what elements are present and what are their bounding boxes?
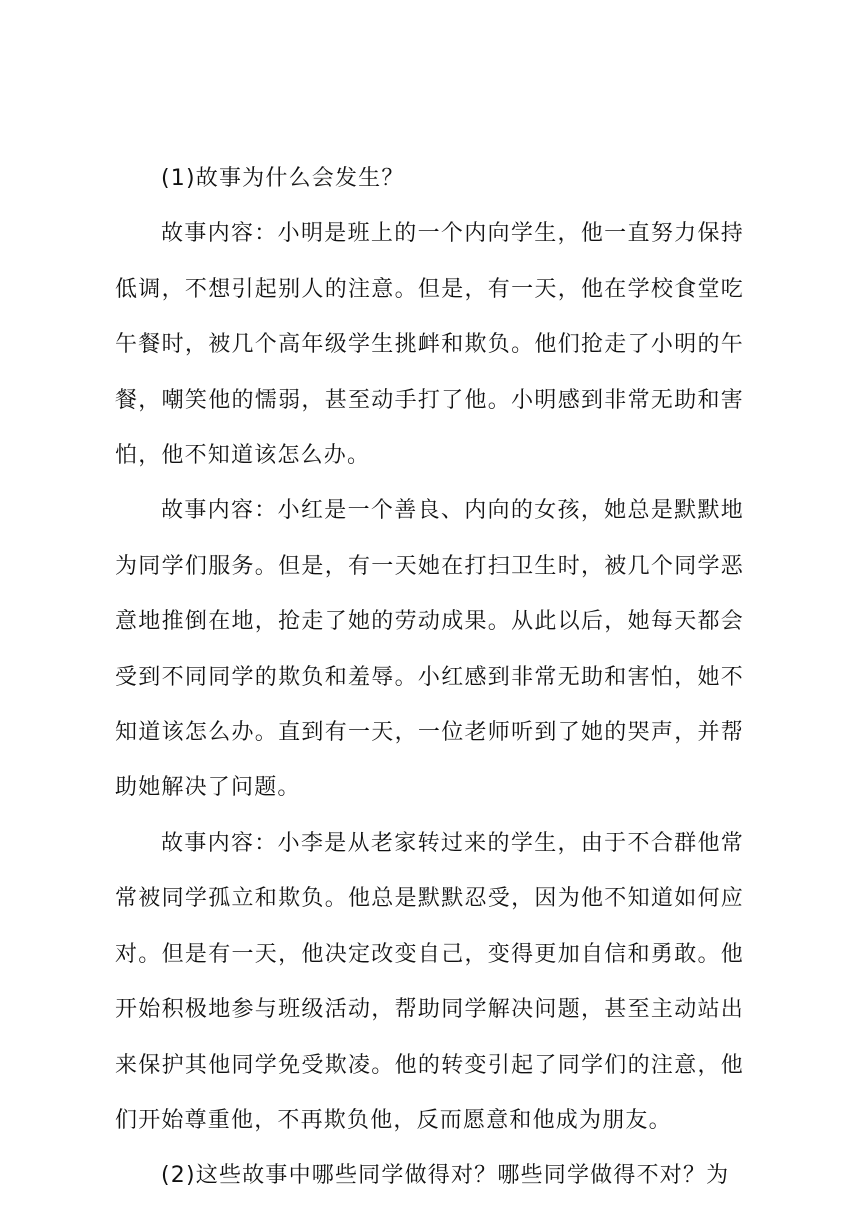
question-2: (2)这些故事中哪些同学做得对？哪些同学做得不对？为 [161, 1163, 730, 1189]
question-1: (1)故事为什么会发生？ [161, 166, 405, 191]
story-xiaoli: 故事内容：小李是从老家转过来的学生，由于不合群他常常被同学孤立和欺负。他总是默默忍受，因为他不知道如何应对。但是有一天，他决定改变自己，变得更加自信和勇敢。他开始积极地参与班级活动，帮助同学解决问题，甚至主动站出来保护其他同学免受欺凌。他的转变引起了同学们的注意，他们开始尊重他，不再欺负他，反而愿意和他成为朋友。 [115, 830, 744, 1133]
story-xiaohong: 故事内容：小红是一个善良、内向的女孩，她总是默默地为同学们服务。但是，有一天她在打扫卫生时，被几个同学恶意地推倒在地，抢走了她的劳动成果。从此以后，她每天都会受到不同同学的欺负和羞辱。小红感到非常无助和害怕，她不知道该怎么办。直到有一天，一位老师听到了她的哭声，并帮助她解决了问题。 [115, 498, 744, 801]
story-xiaoming: 故事内容：小明是班上的一个内向学生，他一直努力保持低调，不想引起别人的注意。但是，有一天，他在学校食堂吃午餐时，被几个高年级学生挑衅和欺负。他们抢走了小明的午餐，嘲笑他的懦弱，甚至动手打了他。小明感到非常无助和害怕，他不知道该怎么办。 [115, 221, 744, 469]
